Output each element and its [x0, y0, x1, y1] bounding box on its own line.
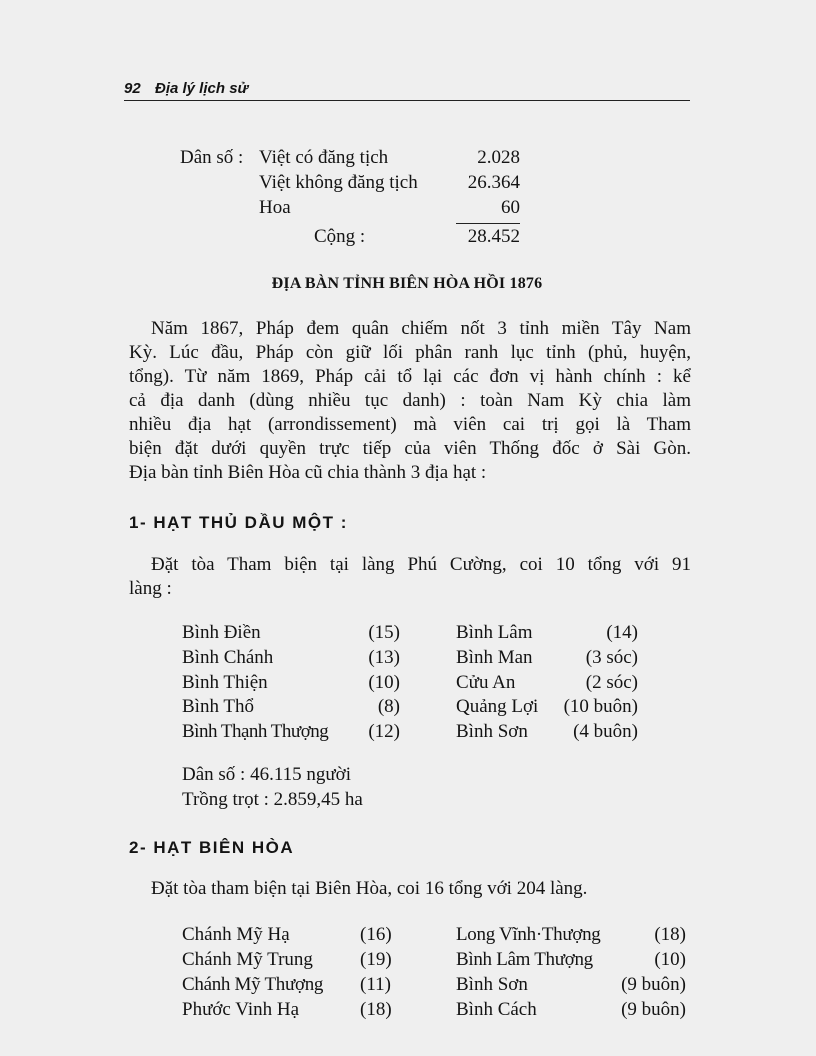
village-count: (18): [654, 924, 686, 945]
village-count: (8): [377, 696, 400, 717]
village-count: (14): [606, 622, 638, 643]
village-count: (16): [360, 924, 392, 945]
village-name: Cửu An: [456, 672, 516, 693]
population-row-label: Việt không đăng tịch: [259, 172, 418, 193]
village-name: Long Vĩnh·Thượng: [456, 924, 601, 945]
paragraph-line: tổng). Từ năm 1869, Pháp cải tổ lại các đơn vị hành chính : kể: [129, 366, 691, 387]
village-name: Bình Thổ: [182, 696, 254, 717]
village-count: (10): [368, 672, 400, 693]
village-name: Chánh Mỹ Thượng: [182, 974, 324, 995]
village-name: Bình Lâm: [456, 622, 533, 643]
village-count: (3 sóc): [585, 647, 638, 668]
book-title: Địa lý lịch sử: [155, 80, 249, 97]
village-name: Bình Man: [456, 647, 533, 668]
population-row-value: 26.364: [467, 172, 520, 193]
intro-paragraph: [129, 317, 691, 485]
population-row-value: 60: [501, 197, 520, 218]
paragraph-line: cả địa danh (dùng nhiều tục danh) : toàn Nam Kỳ chia làm: [129, 390, 691, 411]
section-heading: 1- HẠT THỦ DẦU MỘT :: [129, 513, 348, 532]
village-name: Phước Vinh Hạ: [182, 999, 300, 1020]
population-row-label: Hoa: [259, 197, 291, 218]
village-name: Chánh Mỹ Hạ: [182, 924, 290, 945]
population-total-label: Cộng :: [314, 226, 366, 247]
village-count: (18): [360, 999, 392, 1020]
village-count: (9 buôn): [621, 974, 686, 995]
population-total-value: 28.452: [467, 226, 520, 247]
village-count: (10 buôn): [563, 696, 638, 717]
section-intro: Đặt tòa tham biện tại Biên Hòa, coi 16 tổng với 204 làng.: [151, 878, 588, 899]
section-title: ĐỊA BÀN TỈNH BIÊN HÒA HỒI 1876: [271, 275, 543, 292]
village-count: (19): [360, 949, 392, 970]
village-count: (4 buôn): [573, 721, 638, 742]
village-count: (2 sóc): [585, 672, 638, 693]
village-count: (10): [654, 949, 686, 970]
section-heading: 2- HẠT BIÊN HÒA: [129, 838, 295, 857]
village-count: (9 buôn): [621, 999, 686, 1020]
village-count: (12): [368, 721, 400, 742]
village-name: Quảng Lợi: [456, 696, 539, 717]
paragraph-line: biện đặt dưới quyền trực tiếp của viên Thống đốc ở Sài Gòn.: [129, 438, 691, 459]
village-name: Chánh Mỹ Trung: [182, 949, 313, 970]
paragraph-line: làng :: [129, 578, 172, 599]
paragraph-line: nhiều địa hạt (arrondissement) mà viên cai trị gọi là Tham: [129, 414, 691, 435]
population-row-value: 2.028: [477, 147, 520, 168]
running-header: [124, 80, 690, 101]
village-name: Bình Sơn: [456, 974, 528, 995]
village-name: Bình Lâm Thượng: [456, 949, 593, 970]
village-count: (13): [368, 647, 400, 668]
paragraph-line: Kỳ. Lúc đầu, Pháp còn giữ lối phân ranh lục tỉnh (phủ, huyện,: [129, 342, 691, 363]
section-intro: [129, 553, 691, 601]
village-name: Bình Điền: [182, 622, 261, 643]
page-number: 92: [124, 80, 141, 97]
population-note: Dân số : 46.115 người: [182, 764, 351, 785]
village-name: Bình Chánh: [182, 647, 274, 668]
village-name: Bình Cách: [456, 999, 537, 1020]
population-row-label: Việt có đăng tịch: [259, 147, 389, 168]
paragraph-line: Năm 1867, Pháp đem quân chiếm nốt 3 tỉnh miền Tây Nam: [151, 318, 691, 339]
population-label: Dân số :: [180, 147, 244, 168]
village-name: Bình Sơn: [456, 721, 528, 742]
paragraph-line: Đặt tòa Tham biện tại làng Phú Cường, coi 10 tổng với 91: [151, 554, 691, 575]
village-count: (11): [360, 974, 391, 995]
paragraph-line: Địa bàn tỉnh Biên Hòa cũ chia thành 3 địa hạt :: [129, 462, 487, 483]
village-count: (15): [368, 622, 400, 643]
cultivation-note: Trồng trọt : 2.859,45 ha: [182, 789, 363, 810]
sum-rule: [456, 223, 520, 224]
village-name: Bình Thạnh Thượng: [182, 721, 329, 742]
village-name: Bình Thiện: [182, 672, 268, 693]
